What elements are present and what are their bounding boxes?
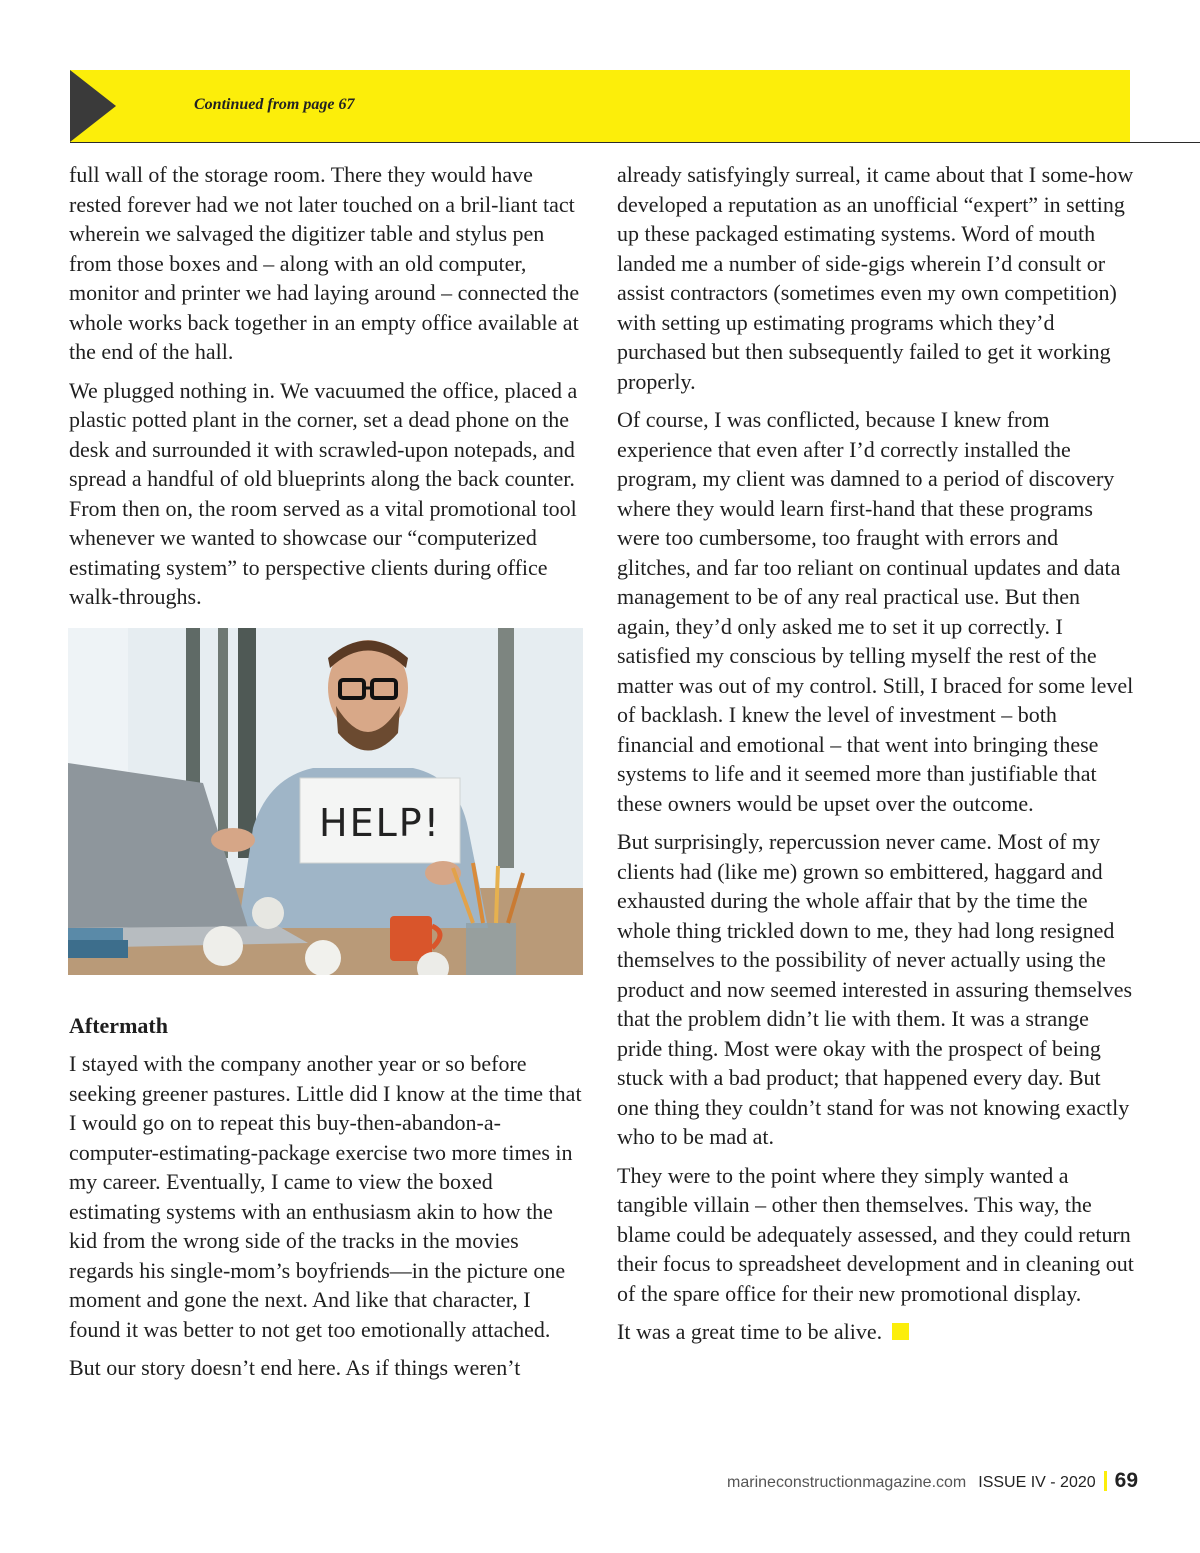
page-number: 69: [1114, 1469, 1138, 1492]
body-paragraph: I stayed with the company another year or so before seeking greener pastures. Little did I know at the time that I would go on to repeat this buy-then-abandon-a-computer-estimating-package exercise two more times in my career. Eventually, I came to view the boxed estimating systems with an enthusiasm akin to how the kid from the wrong side of the tracks in the movies regards his single-mom’s boyfriends—in the picture one moment and gone the next. And like that character, I found it was better to not get too emotionally attached.: [69, 1051, 582, 1342]
section-heading: Aftermath: [69, 1012, 168, 1038]
closing-line: [617, 1317, 1137, 1347]
body-paragraph: full wall of the storage room. There they would have rested forever had we not later touched on a bril-liant tact wherein we salvaged the digitizer table and stylus pen from those boxes and – along with an old computer, monitor and printer we had laying around – connected the whole works back together in an empty office available at the end of the hall.: [69, 162, 580, 364]
page-footer: [727, 1469, 1138, 1493]
body-paragraph: already satisfyingly surreal, it came about that I some-how developed a reputation as an unofficial “expert” in setting up these packaged estimating systems. Word of mouth landed me a number of side-gigs wherein I’d consult or assist contractors (sometimes even my own competition) with setting up estimating programs which they’d purchased but then subsequently failed to get it working properly.: [617, 162, 1134, 394]
photo-sign-text: HELP!: [319, 800, 441, 845]
body-paragraph: They were to the point where they simply wanted a tangible villain – other then themselves. This way, the blame could be adequately assessed, and they could return their focus to spreadsheet development and in cleaning out of the spare office for their new promotional display.: [617, 1162, 1134, 1306]
continued-from-label: Continued from page 67: [194, 96, 355, 113]
photo-illustration: [68, 628, 583, 975]
footer-separator: [1104, 1471, 1107, 1491]
footer-website: marineconstructionmagazine.com: [727, 1474, 967, 1491]
body-paragraph: We plugged nothing in. We vacuumed the office, placed a plastic potted plant in the corner, set a dead phone on the desk and surrounded it with scrawled-upon notepads, and spread a handful of old blueprints along the back counter. From then on, the room served as a vital promotional tool whenever we wanted to showcase our “computerized estimating system” to perspective clients during office walk-throughs.: [69, 377, 578, 609]
body-paragraph: Of course, I was conflicted, because I knew from experience that even after I’d correctly installed the program, my client was damned to a period of discovery where they would learn first-hand that these programs were too cumbersome, too fraught with errors and glitches, and far too reliant on continual updates and data management to be of any real practical use. But then again, they’d only asked me to set it up correctly. I satisfied my conscious by telling myself the rest of the matter was out of my control. Still, I braced for some level of backlash. I knew the level of investment – both financial and emotional – that went into bringing these systems to life and it seemed more than justifiable that these owners would be upset over the outcome.: [617, 407, 1134, 816]
chevron-right-icon: [70, 70, 116, 142]
right-column: [617, 160, 1137, 1356]
footer-issue: ISSUE IV - 2020: [978, 1474, 1096, 1491]
help-photo: [68, 628, 583, 975]
body-paragraph: But our story doesn’t end here. As if things weren’t: [69, 1355, 521, 1380]
body-paragraph: But surprisingly, repercussion never came. Most of my clients had (like me) grown so embittered, haggard and exhausted during the whole affair that by the time the whole thing trickled down to me, they had long resigned themselves to the possibility of never actually using the product and now seemed interested in assuring themselves that the problem didn’t lie with them. It was a strange pride thing. Most were okay with the prospect of being stuck with a bad product; that happened every day. But one thing they couldn’t stand for was not knowing exactly who to be mad at.: [617, 829, 1133, 1149]
header-rule: [70, 142, 1200, 143]
end-mark-icon: [892, 1323, 909, 1340]
left-column: [69, 160, 585, 1392]
closing-text: It was a great time to be alive.: [617, 1319, 883, 1344]
